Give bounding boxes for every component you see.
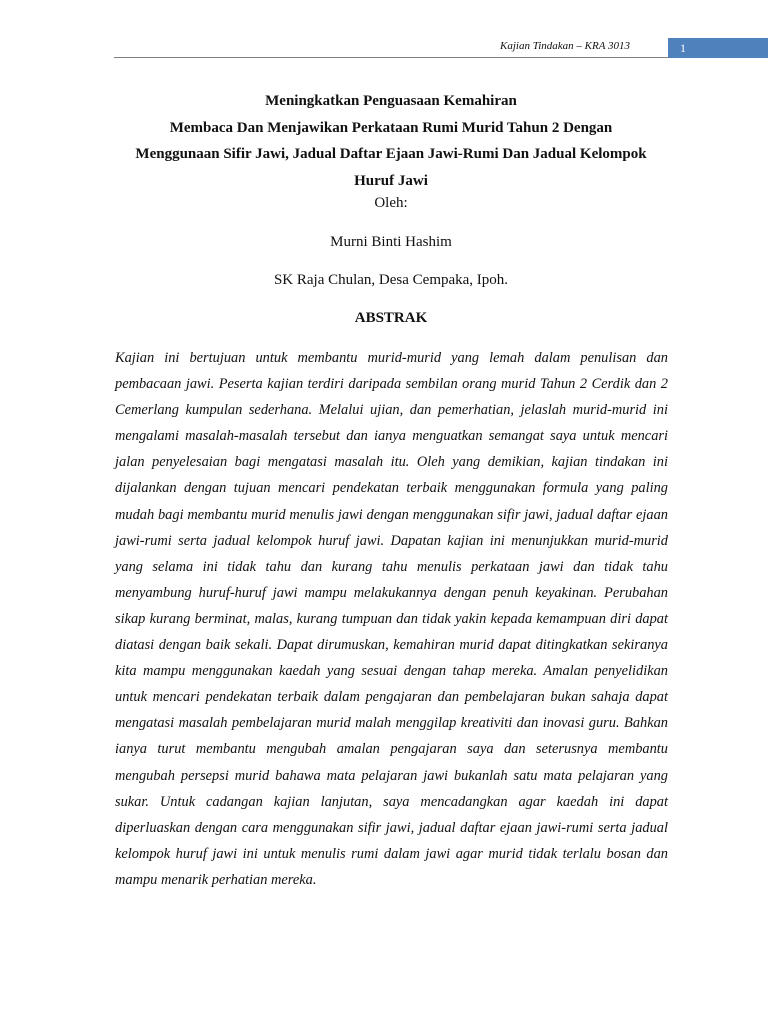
title-line-3: Menggunaan Sifir Jawi, Jadual Daftar Ejaan Jawi-Rumi Dan Jadual Kelompok	[135, 146, 647, 162]
byline-label: Oleh:	[374, 195, 408, 211]
page-header	[0, 38, 768, 58]
title-line-2: Membaca Dan Menjawikan Perkataan Rumi Murid Tahun 2 Dengan	[169, 119, 613, 136]
running-title: Kajian Tindakan – KRA 3013	[500, 40, 630, 52]
abstract-heading: ABSTRAK	[354, 310, 428, 326]
author-name: Murni Binti Hashim	[330, 234, 452, 250]
page-number-badge	[668, 38, 768, 58]
header-rule	[114, 57, 668, 58]
page-number: 1	[680, 41, 686, 55]
title-line-1: Meningkatkan Penguasaan Kemahiran	[265, 93, 517, 109]
title-line-4: Huruf Jawi	[354, 172, 428, 189]
paper-title	[114, 88, 668, 194]
abstract-body: Kajian ini bertujuan untuk membantu murid-murid yang lemah dalam penulisan dan pembacaan jawi. Peserta kajian terdiri daripada sembilan orang murid Tahun 2 Cerdik dan 2 Cemerlang kumpulan sederhana. Melalui ujian, dan pemerhatian, jelaslah murid-murid ini mengalami masalah-masalah tersebut dan ianya menguatkan semangat saya untuk mencari jalan penyelesaian bagi mengatasi masalah itu. Oleh yang demikian, kajian tindakan ini dijalankan dengan tujuan mencari pendekatan terbaik menggunakan formula yang paling mudah bagi membantu murid menulis jawi dengan menggunakan sifir jawi, jadual daftar ejaan jawi-rumi serta jadual kelompok huruf jawi. Dapatan kajian ini menunjukkan murid-murid yang selama ini tidak tahu dan kurang tahu menulis perkataan jawi dan tidak tahu menyambung huruf-huruf jawi mampu melakukannya dengan penuh keyakinan. Perubahan sikap kurang berminat, malas, kurang tumpuan dan tidak yakin kepada kemampuan diri dapat diatasi dengan baik sekali. Dapat dirumuskan, kemahiran murid dapat ditingkatkan sekiranya kita mampu menggunakan kaedah yang sesuai dengan tahap mereka. Amalan penyelidikan untuk mencari pendekatan terbaik dalam pengajaran dan pembelajaran bukan sahaja dapat mengatasi masalah pembelajaran murid malah menggilap kreativiti dan inovasi guru. Bahkan ianya turut membantu mengubah amalan pengajaran saya dan seterusnya membantu mengubah persepsi murid bahawa mata pelajaran jawi bukanlah satu mata pelajaran yang sukar. Untuk cadangan kajian lanjutan, saya mencadangkan agar kaedah ini dapat diperluaskan dengan cara menggunakan sifir jawi, jadual daftar ejaan jawi-rumi serta jadual kelompok huruf jawi ini untuk menulis rumi dalam jawi agar murid tidak terlalu bosan dan mampu menarik perhatian mereka.	[115, 350, 668, 888]
author-affiliation: SK Raja Chulan, Desa Cempaka, Ipoh.	[273, 272, 509, 288]
